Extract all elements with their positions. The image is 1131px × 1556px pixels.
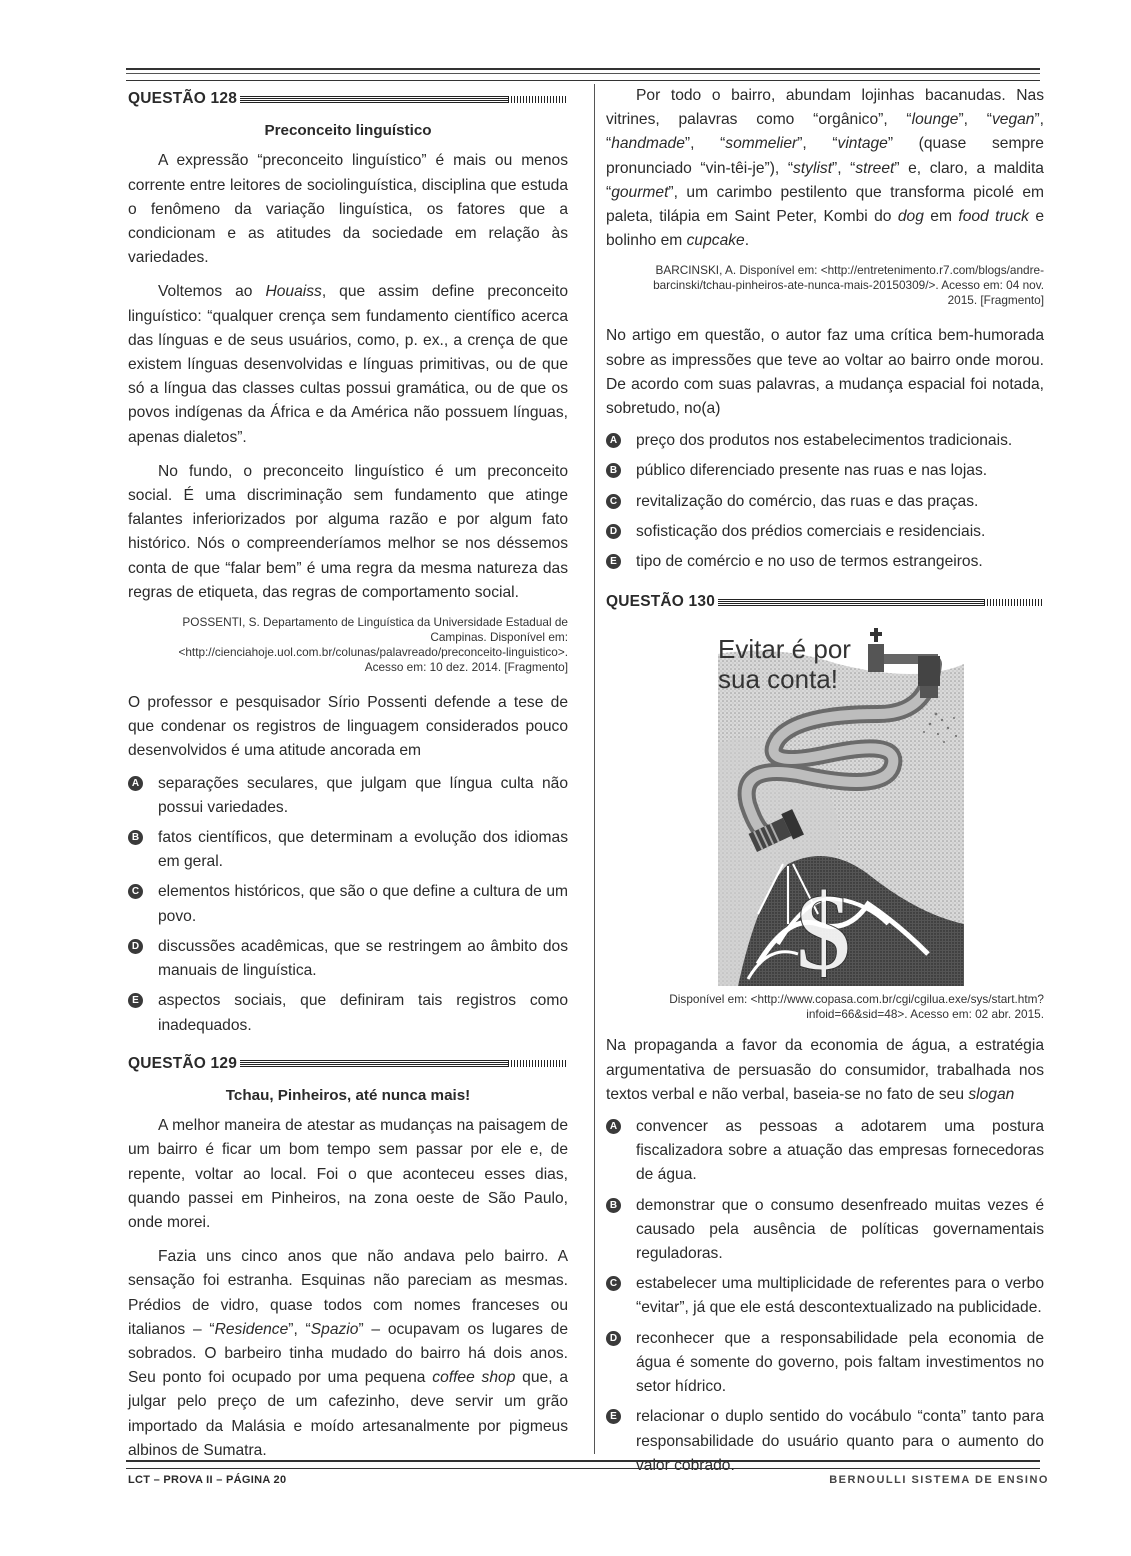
faucet-hose-illustration — [718, 624, 964, 986]
q129-source: BARCINSKI, A. Disponível em: <http://entretenimento.r7.com/blogs/andre-barcinski/tchau-pinheiros-ate-nunca-mais-20150309/>. Acesso em: 04 nov. 2015. [Fragmento] — [653, 263, 1044, 308]
q130-alternative-b[interactable]: B demonstrar que o consumo desenfreado muitas vezes é causado pela ausência de políticas governamentais reguladoras. — [606, 1194, 1044, 1267]
q128-paragraph-2: Voltemos ao Houaiss, que assim define preconceito linguístico: “qualquer crença sem fundamento científico acerca das línguas e de seus usuários, como, p. ex., a crença de que existem línguas desenvolvidas e línguas primitivas, ou de que só a língua das classes cultas possui gramática, ou de que os povos indígenas da África e da América não possuem línguas, apenas dialetos”. — [128, 283, 568, 446]
q129-alternative-a[interactable]: A preço dos produtos nos estabelecimentos tradicionais. — [606, 429, 1044, 453]
option-a-bubble[interactable]: A — [128, 776, 143, 791]
ad-slogan-line-2: sua conta! — [718, 664, 838, 695]
bottom-rule — [126, 1460, 1040, 1469]
q129-title: Tchau, Pinheiros, até nunca mais! — [225, 1086, 471, 1104]
option-e-bubble[interactable]: E — [606, 1409, 621, 1424]
page-footer-left: LCT – PROVA II – PÁGINA 20 — [128, 1474, 287, 1486]
q129-alternative-b[interactable]: B público diferenciado presente nas ruas e nas lojas. — [606, 459, 1044, 483]
q128-alternative-d[interactable]: D discussões acadêmicas, que se restringem ao âmbito dos manuais de linguística. — [128, 935, 568, 983]
top-rule — [126, 68, 1040, 81]
q130-alternative-a[interactable]: A convencer as pessoas a adotarem uma postura fiscalizadora sobre a atuação das empresas fornecedoras de água. — [606, 1115, 1044, 1188]
page-footer-right: BERNOULLI SISTEMA DE ENSINO — [829, 1474, 1049, 1486]
option-a-bubble[interactable]: A — [606, 433, 621, 448]
option-b-bubble[interactable]: B — [128, 830, 143, 845]
q129-paragraph-1: A melhor maneira de atestar as mudanças na paisagem de um bairro é ficar um bom tempo sem passar por ele e, de repente, voltar ao local. Foi o que aconteceu esses dias, quando passei em Pinheiros, na zona oeste de São Paulo, onde morei. — [128, 1117, 568, 1231]
column-divider — [594, 84, 595, 1454]
q128-stem: O professor e pesquisador Sírio Possenti defende a tese de que condenar os registros de linguagem considerados pouco desenvolvidos é uma atitude ancorada em — [128, 694, 568, 760]
question-129-header: QUESTÃO 129 — [128, 1052, 568, 1076]
q128-alternative-b[interactable]: B fatos científicos, que determinam a evolução dos idiomas em geral. — [128, 826, 568, 874]
q128-alternative-a[interactable]: A separações seculares, que julgam que língua culta não possui variedades. — [128, 772, 568, 820]
q128-paragraph-3: No fundo, o preconceito linguístico é um preconceito social. É uma discriminação sem fundamento que atinge falantes inferiorizados por alguma razão e por algum fato histórico. Nós o compreenderíamos melhor se nos déssemos conta de que “falar bem” é uma regra da mesma natureza das regras de etiqueta, das regras de comportamento social. — [128, 462, 568, 601]
q128-paragraph-1: A expressão “preconceito linguístico” é mais ou menos corrente entre leitores de sociolinguística, disciplina que estuda o fenômeno da variação linguística, os fatores que a condicionam e as atitudes da sociedade em relação às variedades. — [128, 152, 568, 267]
option-c-bubble[interactable]: C — [606, 1276, 621, 1291]
q130-alternative-c[interactable]: C estabelecer uma multiplicidade de referentes para o verbo “evitar”, já que ele está descontextualizado na publicidade. — [606, 1272, 1044, 1320]
q130-alternative-d[interactable]: D reconhecer que a responsabilidade pela economia de água é somente do governo, pois faltam investimentos no setor hídrico. — [606, 1327, 1044, 1400]
option-e-bubble[interactable]: E — [606, 554, 621, 569]
q129-alternative-d[interactable]: D sofisticação dos prédios comerciais e residenciais. — [606, 520, 1044, 544]
q130-alternative-e[interactable]: E relacionar o duplo sentido do vocábulo “conta” tanto para responsabilidade do usuário quanto para o aumento do valor cobrado. — [606, 1405, 1044, 1478]
option-e-bubble[interactable]: E — [128, 993, 143, 1008]
option-b-bubble[interactable]: B — [606, 463, 621, 478]
water-ad-illustration — [718, 624, 964, 986]
q129-alternative-e[interactable]: E tipo de comércio e no uso de termos estrangeiros. — [606, 550, 1044, 574]
q129-stem: No artigo em questão, o autor faz uma crítica bem-humorada sobre as impressões que teve ao voltar ao bairro onde morou. De acordo com suas palavras, a mudança espacial foi notada, sobretudo, no(a) — [606, 327, 1044, 418]
q129-paragraph-2: Fazia uns cinco anos que não andava pelo bairro. A sensação foi estranha. Esquinas não pareciam as mesmas. Prédios de vidro, quase todos com nomes franceses ou italianos – “Residence”, “Spazio” – ocupavam os lugares de sobrados. O barbeiro tinha mudado do bairro há dois anos. Seu ponto foi ocupado por uma pequena coffee shop que, a julgar pelo preço de um cafezinho, deve servir um grão importado da Malásia e moído artesanalmente por pigmeus albinos de Sumatra. — [128, 1248, 568, 1459]
ad-slogan-line-1: Evitar é por — [718, 634, 851, 665]
question-128-header: QUESTÃO 128 — [128, 87, 568, 111]
option-d-bubble[interactable]: D — [606, 524, 621, 539]
dollar-symbol: $ — [796, 871, 851, 987]
q130-stem: Na propaganda a favor da economia de água, a estratégia argumentativa de persuasão do consumidor, trabalhada nos textos verbal e não verbal, baseia-se no fato de seu slogan — [606, 1037, 1044, 1103]
q128-alternative-e[interactable]: E aspectos sociais, que definiram tais registros como inadequados. — [128, 989, 568, 1037]
q128-alternative-c[interactable]: C elementos históricos, que são o que define a cultura de um povo. — [128, 880, 568, 928]
option-b-bubble[interactable]: B — [606, 1198, 621, 1213]
option-d-bubble[interactable]: D — [128, 939, 143, 954]
option-d-bubble[interactable]: D — [606, 1331, 621, 1346]
right-column — [606, 84, 1044, 1484]
q128-title: Preconceito linguístico — [264, 122, 432, 140]
option-c-bubble[interactable]: C — [606, 494, 621, 509]
q128-source: POSSENTI, S. Departamento de Linguística da Universidade Estadual de Campinas. Disponível em: <http://cienciahoje.uol.com.br/colunas/palavreado/preconceito-linguistico>. Acesso em: 10 dez. 2014. [Fragmento] — [178, 615, 568, 675]
q130-caption: Disponível em: <http://www.copasa.com.br/cgi/cgilua.exe/sys/start.htm?infoid=66&sid=48>. Acesso em: 02 abr. 2015. — [669, 992, 1044, 1022]
q129-alternative-c[interactable]: C revitalização do comércio, das ruas e das praças. — [606, 490, 1044, 514]
option-c-bubble[interactable]: C — [128, 884, 143, 899]
q129-paragraph-3: Por todo o bairro, abundam lojinhas bacanudas. Nas vitrines, palavras como “orgânico”, “lounge”, “vegan”, “handmade”, “sommelier”, “vintage” (quase sempre pronunciado “vin-têi-je”), “stylist”, “street” e, claro, a maldita “gourmet”, um carimbo pestilento que transforma picolé em paleta, tilápia em Saint Peter, Kombi do dog em food truck e bolinho em cupcake. — [606, 87, 1044, 250]
option-a-bubble[interactable]: A — [606, 1119, 621, 1134]
left-column — [128, 84, 568, 1473]
question-130-header: QUESTÃO 130 — [606, 590, 1044, 614]
